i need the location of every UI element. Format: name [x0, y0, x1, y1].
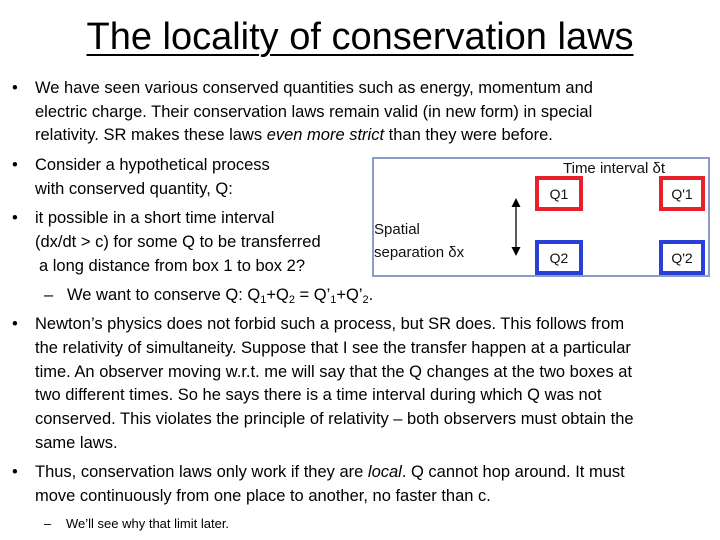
bullet-3-line-1: it possible in a short time interval	[35, 209, 275, 227]
bullet-4-line-6: same laws.	[35, 434, 118, 452]
bullet-marker: •	[12, 463, 18, 481]
transfer-diagram	[365, 150, 713, 280]
slide-title: The locality of conservation laws	[86, 16, 634, 58]
bullet-4-line-3: time. An observer moving w.r.t. me will say that the Q changes at the two boxes at	[35, 363, 633, 381]
bullet-5-line-1: Thus, conservation laws only work if they are local. Q cannot hop around. It must	[35, 463, 625, 481]
bullet-1-line-2: electric charge. Their conservation laws remain valid (in new form) in special	[35, 103, 593, 121]
bullet-4-line-5: conserved. This violates the principle of relativity – both observers must obtain the	[35, 410, 634, 428]
bullet-1-line-1: We have seen various conserved quantities such as energy, momentum and	[35, 79, 593, 97]
bullet-1-line-3: relativity. SR makes these laws even more strict than they were before.	[35, 126, 553, 144]
box-q1-prime-label: Q'1	[671, 186, 693, 202]
bullet-marker: •	[12, 209, 18, 227]
emphasis-text: local	[367, 463, 402, 481]
sub-dash: –	[44, 286, 54, 304]
time-interval-label: Time interval δt	[563, 160, 665, 177]
sub-bullet-limit: We’ll see why that limit later.	[66, 516, 230, 531]
sub-dash: –	[44, 516, 52, 531]
box-q2-label: Q2	[549, 250, 569, 266]
bullet-marker: •	[12, 79, 18, 97]
bullet-4-line-4: two different times. So he says there is a time interval during which Q was not	[35, 386, 602, 404]
box-q2-prime-label: Q'2	[671, 250, 693, 266]
spatial-label-2: separation δx	[374, 244, 465, 261]
bullet-2-line-2: with conserved quantity, Q:	[35, 180, 233, 198]
bullet-4-line-2: the relativity of simultaneity. Suppose that I see the transfer happen at a particular	[35, 339, 631, 357]
sub-bullet-conservation: We want to conserve Q: $Q_1+Q_2$ = $Q’_1+Q’_2$.	[67, 286, 374, 306]
bullet-marker: •	[12, 315, 18, 333]
spatial-label-1: Spatial	[374, 221, 420, 238]
bullet-marker: •	[12, 156, 18, 174]
bullet-2-line-1: Consider a hypothetical process	[35, 156, 270, 174]
box-q1-label: Q1	[549, 186, 569, 202]
bullet-5-line-2: move continuously from one place to another, no faster than c.	[35, 487, 491, 505]
bullet-3-line-3: a long distance from box 1 to box 2?	[39, 257, 305, 275]
emphasis-text: even more strict	[266, 126, 385, 144]
bullet-4-line-1: Newton’s physics does not forbid such a process, but SR does. This follows from	[35, 315, 625, 333]
bullet-3-line-2: (dx/dt > c) for some Q to be transferred	[35, 233, 321, 251]
